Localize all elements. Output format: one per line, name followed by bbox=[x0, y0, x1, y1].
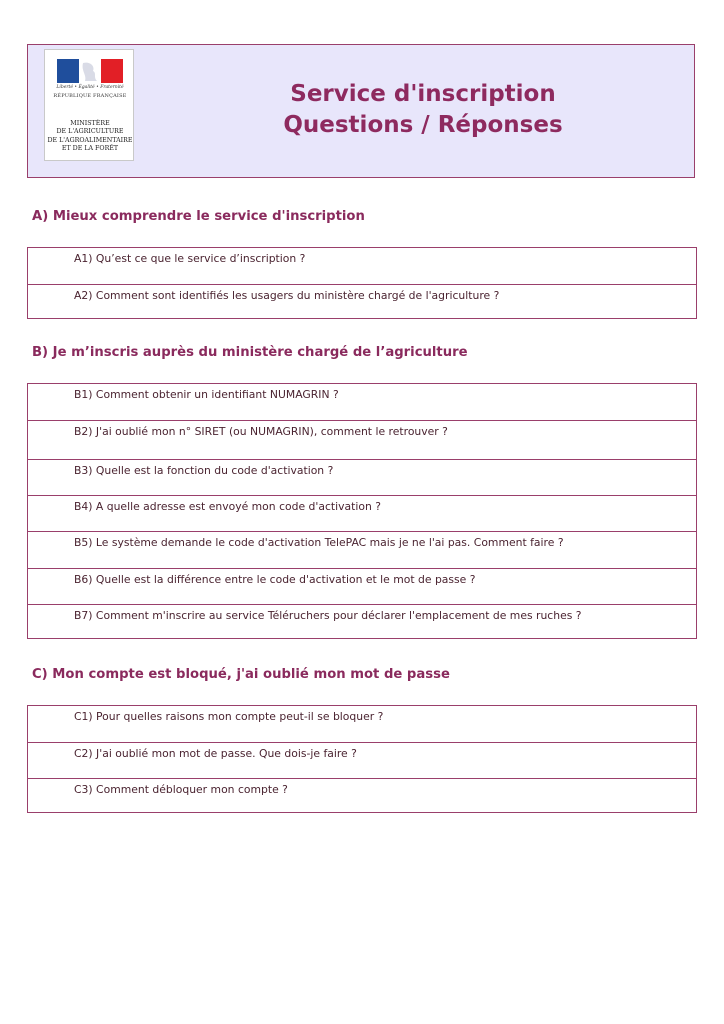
question-link[interactable]: B7) Comment m'inscrire au service Téléruchers pour déclarer l'emplacement de mes ruches ? bbox=[74, 609, 582, 622]
section-a-questions bbox=[27, 247, 697, 319]
question-link[interactable]: C2) J'ai oublié mon mot de passe. Que dois-je faire ? bbox=[74, 747, 357, 760]
question-b7[interactable] bbox=[28, 604, 696, 638]
page-header bbox=[27, 44, 695, 178]
marianne-flag-icon bbox=[57, 59, 123, 83]
marianne-profile-icon bbox=[57, 59, 123, 83]
question-b6[interactable] bbox=[28, 568, 696, 604]
question-link[interactable]: B1) Comment obtenir un identifiant NUMAGRIN ? bbox=[74, 388, 339, 401]
question-a1[interactable] bbox=[28, 248, 696, 284]
page-title-line2: Questions / Réponses bbox=[283, 112, 563, 138]
question-a2[interactable] bbox=[28, 284, 696, 319]
question-link[interactable]: B3) Quelle est la fonction du code d'activation ? bbox=[74, 464, 334, 477]
question-link[interactable]: B2) J'ai oublié mon n° SIRET (ou NUMAGRIN), comment le retrouver ? bbox=[74, 425, 448, 438]
question-link[interactable]: B6) Quelle est la différence entre le code d'activation et le mot de passe ? bbox=[74, 573, 476, 586]
question-c3[interactable] bbox=[28, 778, 696, 812]
question-c1[interactable] bbox=[28, 706, 696, 742]
question-b2[interactable] bbox=[28, 420, 696, 459]
question-b3[interactable] bbox=[28, 459, 696, 495]
section-c-title: C) Mon compte est bloqué, j'ai oublié mon mot de passe bbox=[32, 667, 450, 682]
question-link[interactable]: C1) Pour quelles raisons mon compte peut-il se bloquer ? bbox=[74, 710, 384, 723]
logo-republic: RÉPUBLIQUE FRANÇAISE bbox=[53, 93, 127, 99]
question-link[interactable]: B4) A quelle adresse est envoyé mon code d'activation ? bbox=[74, 500, 381, 513]
section-a-title: A) Mieux comprendre le service d'inscription bbox=[32, 209, 365, 224]
page-title bbox=[238, 79, 608, 141]
section-b-title: B) Je m’inscris auprès du ministère chargé de l’agriculture bbox=[32, 345, 468, 360]
question-link[interactable]: C3) Comment débloquer mon compte ? bbox=[74, 783, 288, 796]
section-c-questions bbox=[27, 705, 697, 813]
logo-motto: Liberté • Égalité • Fraternité bbox=[56, 85, 124, 90]
ministry-logo bbox=[44, 49, 134, 161]
question-link[interactable]: A1) Qu’est ce que le service d’inscription ? bbox=[74, 252, 306, 265]
page-title-line1: Service d'inscription bbox=[290, 81, 556, 107]
logo-ministry: MINISTÈRE DE L'AGRICULTURE DE L'AGROALIMENTAIRE ET DE LA FORÊT bbox=[47, 120, 133, 153]
question-b4[interactable] bbox=[28, 495, 696, 531]
question-b1[interactable] bbox=[28, 384, 696, 420]
question-c2[interactable] bbox=[28, 742, 696, 778]
section-b-questions bbox=[27, 383, 697, 639]
question-b5[interactable] bbox=[28, 531, 696, 568]
question-link[interactable]: A2) Comment sont identifiés les usagers du ministère chargé de l'agriculture ? bbox=[74, 289, 500, 302]
question-link[interactable]: B5) Le système demande le code d'activation TelePAC mais je ne l'ai pas. Comment faire ? bbox=[74, 536, 564, 549]
